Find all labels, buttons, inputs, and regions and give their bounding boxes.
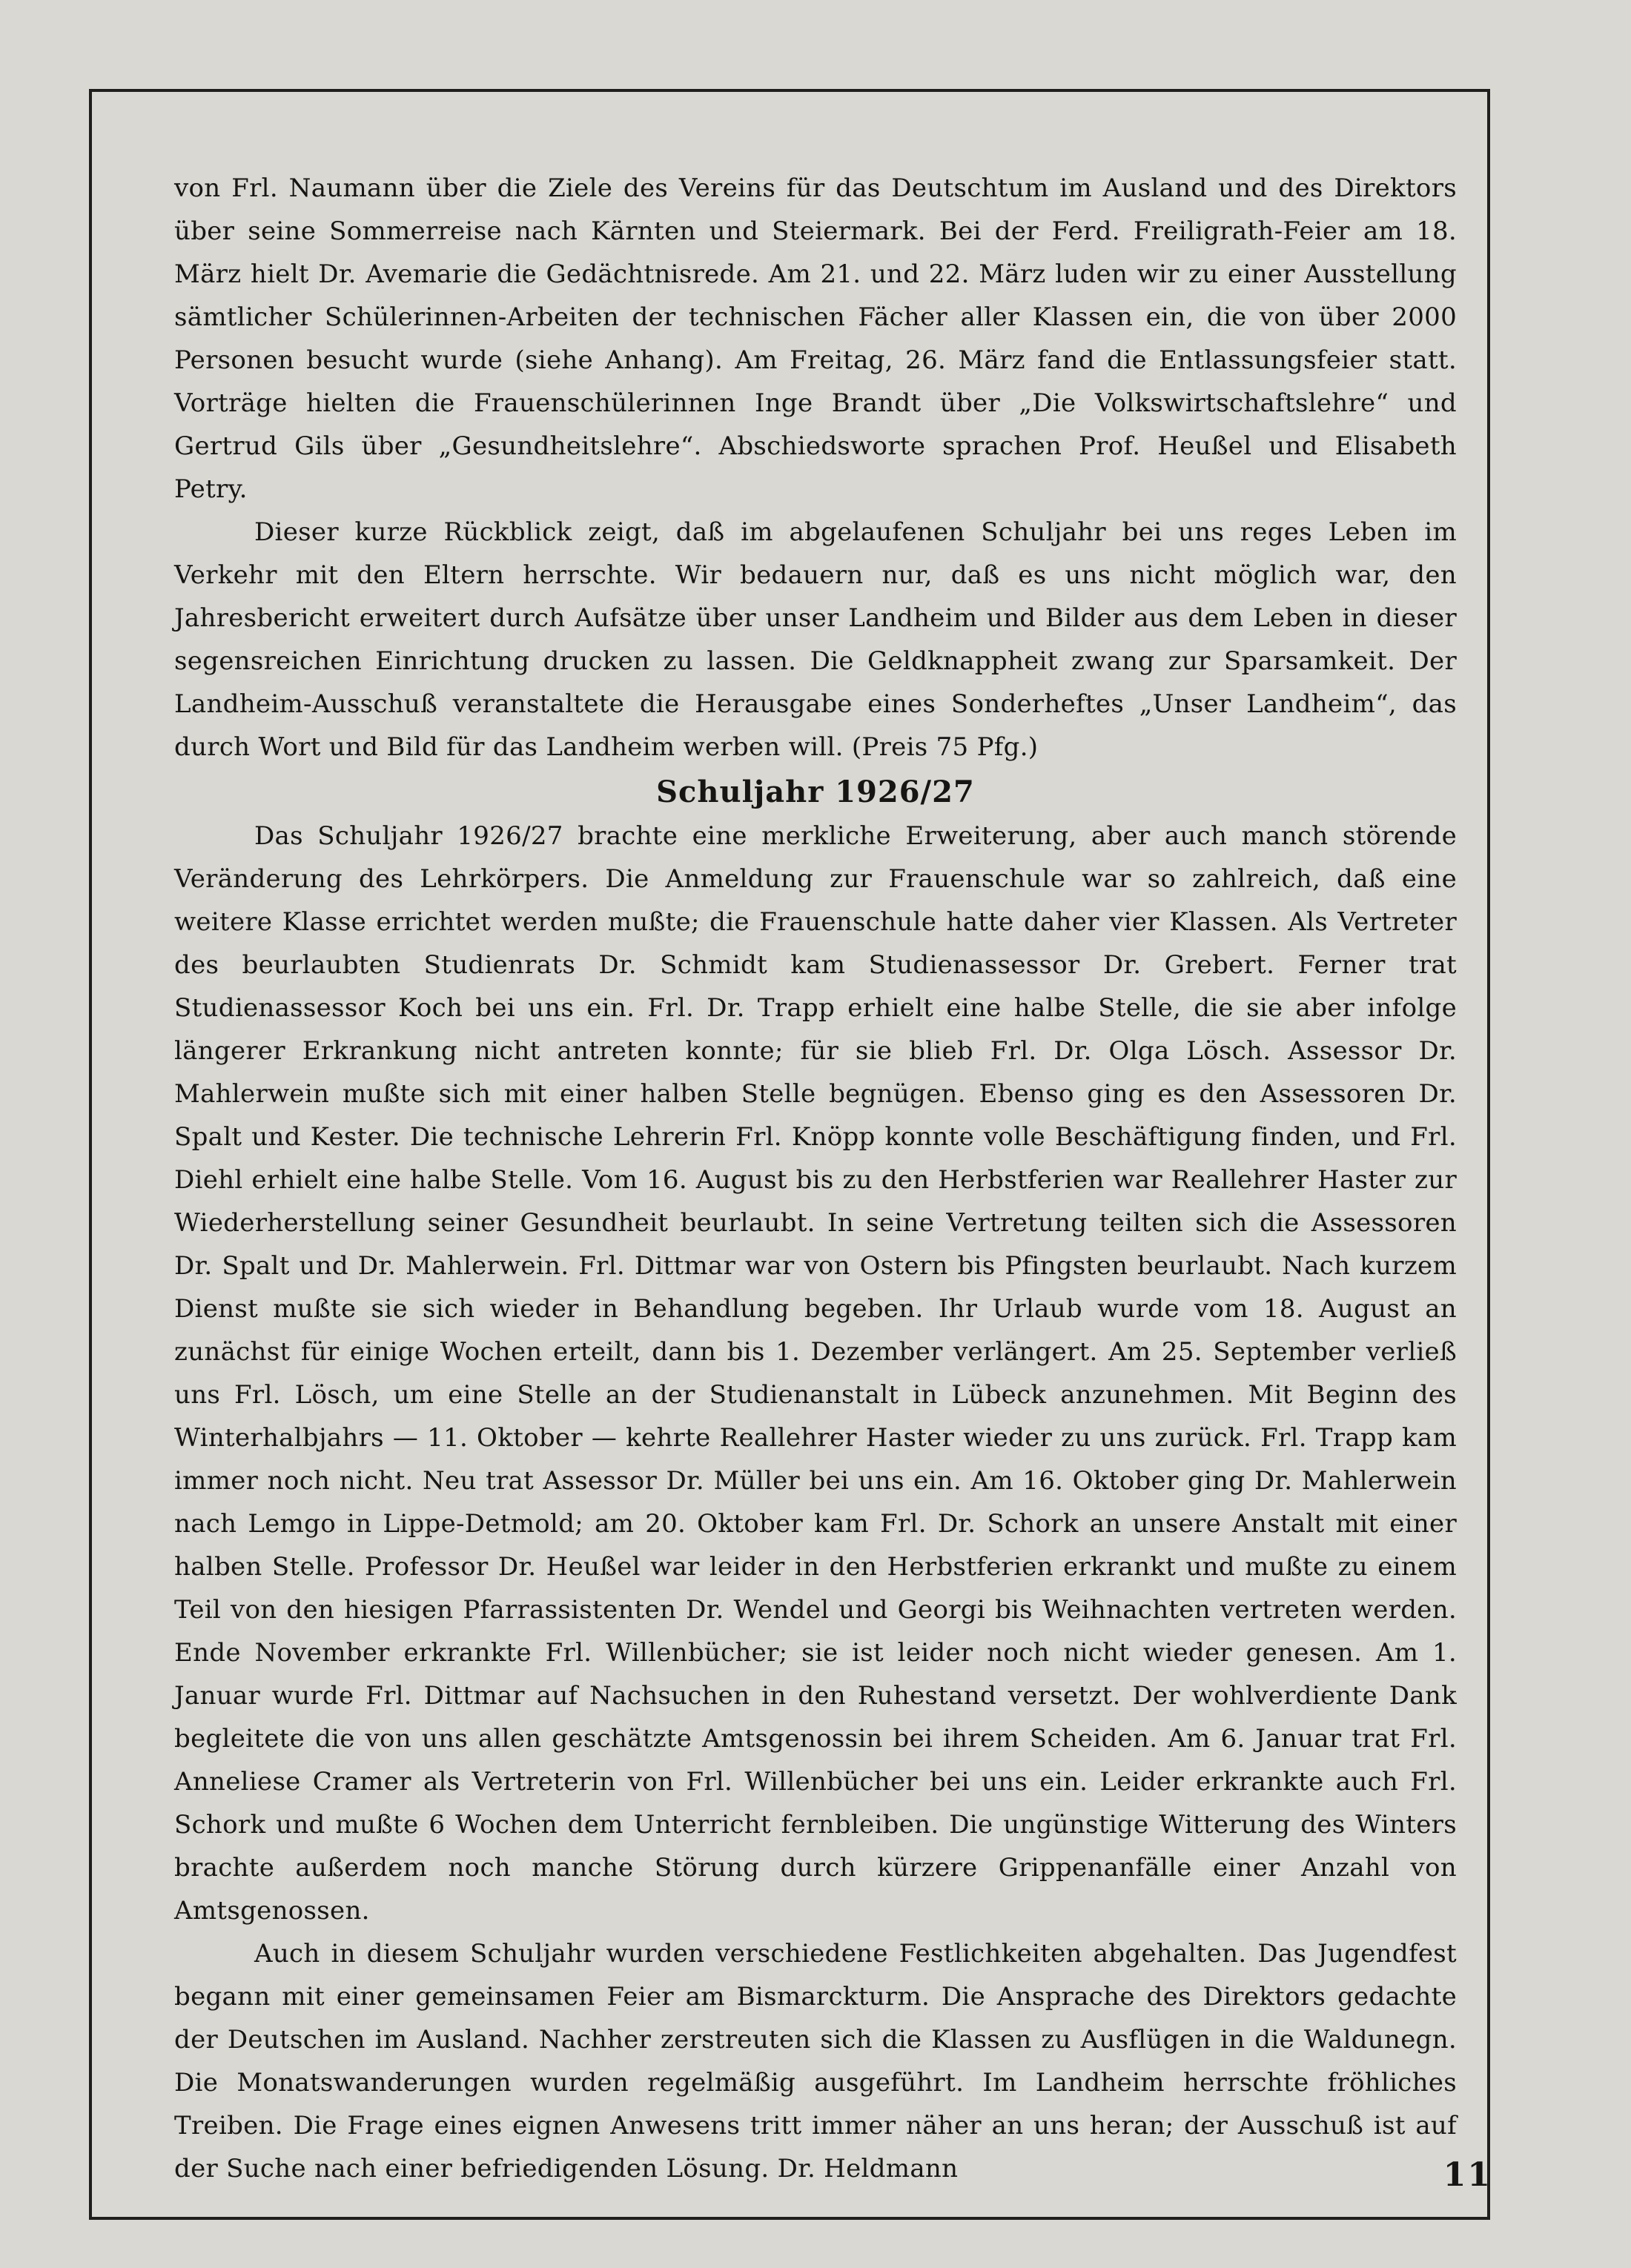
staff-paragraph: Das Schuljahr 1926/27 brachte eine merkliche Erweiterung, aber auch manch störende Veränderung des Lehrkörpers. Die Anmeldung zur Frauenschule war so zahlreich, daß eine weitere Klasse errichtet werden mußte; die Frauenschule hatte daher vier Klassen. Als Vertreter des beurlaubten Studienrats Dr. Schmidt kam Studienassessor Dr. Grebert. Ferner trat Studienassessor Koch bei uns ein. Frl. Dr. Trapp erhielt eine halbe Stelle, die sie aber infolge längerer Erkrankung nicht antreten konnte; für sie blieb Frl. Dr. Olga Lösch. Assessor Dr. Mahlerwein mußte sich mit einer halben Stelle begnügen. Ebenso ging es den Assessoren Dr. Spalt und Kester. Die technische Lehrerin Frl. Knöpp konnte volle Beschäftigung finden, und Frl. Diehl erhielt eine halbe Stelle. Vom 16. August bis zu den Herbstferien war Reallehrer Haster zur Wiederherstellung seiner Gesundheit beurlaubt. In seine Vertretung teilten sich die Assessoren Dr. Spalt und Dr. Mahlerwein. Frl. Dittmar war von Ostern bis Pfingsten beurlaubt. Nach kurzem Dienst mußte sie sich wieder in Behandlung begeben. Ihr Urlaub wurde vom 18. August an zunächst für einige Wochen erteilt, dann bis 1. Dezember verlängert. Am 25. September verließ uns Frl. Lösch, um eine Stelle an der Studienanstalt in Lübeck anzunehmen. Mit Beginn des Winterhalbjahrs — 11. Oktober — kehrte Reallehrer Haster wieder zu uns zurück. Frl. Trapp kam immer noch nicht. Neu trat Assessor Dr. Müller bei uns ein. Am 16. Oktober ging Dr. Mahlerwein nach Lemgo in Lippe-Detmold; am 20. Oktober kam Frl. Dr. Schork an unsere Anstalt mit einer halben Stelle. Professor Dr. Heußel war leider in den Herbstferien erkrankt und mußte zu einem Teil von den hiesigen Pfarrassistenten Dr. Wendel und Georgi bis Weihnachten vertreten werden. Ende November erkrankte Frl. Willenbücher; sie ist leider noch nicht wieder genesen. Am 1. Januar wurde Frl. Dittmar auf Nachsuchen in den Ruhestand versetzt. Der wohlverdiente Dank begleitete die von uns allen geschätzte Amtsgenossin bei ihrem Scheiden. Am 6. Januar trat Frl. Anneliese Cramer als Vertreterin von Frl. Willenbücher bei uns ein. Leider erkrankte auch Frl. Schork und mußte 6 Wochen dem Unterricht fernbleiben. Die ungünstige Witterung des Winters brachte außerdem noch manche Störung durch kürzere Grippenanfälle einer Anzahl von Amtsgenossen. [174,821,1457,1926]
section-heading: Schuljahr 1926/27 [656,775,975,809]
events-paragraph: Auch in diesem Schuljahr wurden verschiedene Festlichkeiten abgehalten. Das Jugendfest begann mit einer gemeinsamen Feier am Bismarckturm. Die Ansprache des Direktors gedachte der Deutschen im Ausland. Nachher zerstreuten sich die Klassen zu Ausflügen in die Waldunegn. Die Monatswanderungen wurden regelmäßig ausgeführt. Im Landheim herrschte fröhliches Treiben. Die Frage eines eignen Anwesens tritt immer näher an uns heran; der Ausschuß ist auf der Suche nach einer befriedigenden Lösung. Dr. Heldmann [174,1939,1457,2184]
intro-paragraph: von Frl. Naumann über die Ziele des Vereins für das Deutschtum im Ausland und des Direktors über seine Sommerreise nach Kärnten und Steiermark. Bei der Ferd. Freiligrath-Feier am 18. März hielt Dr. Avemarie die Gedächtnisrede. Am 21. und 22. März luden wir zu einer Ausstellung sämtlicher Schülerinnen-Arbeiten der technischen Fächer aller Klassen ein, die von über 2000 Personen besucht wurde (siehe Anhang). Am Freitag, 26. März fand die Entlassungsfeier statt. Vorträge hielten die Frauenschülerinnen Inge Brandt über „Die Volkswirtschaftslehre“ und Gertrud Gils über „Gesundheitslehre“. Abschiedsworte sprachen Prof. Heußel und Elisabeth Petry. [174,173,1457,504]
review-paragraph: Dieser kurze Rückblick zeigt, daß im abgelaufenen Schuljahr bei uns reges Leben im Verkehr mit den Eltern herrschte. Wir bedauern nur, daß es uns nicht möglich war, den Jahresbericht erweitert durch Aufsätze über unser Landheim und Bilder aus dem Leben in dieser segensreichen Einrichtung drucken zu lassen. Die Geldknappheit zwang zur Sparsamkeit. Der Landheim-Ausschuß veranstaltete die Herausgabe eines Sonderheftes „Unser Landheim“, das durch Wort und Bild für das Landheim werben will. (Preis 75 Pfg.) [174,517,1457,762]
page-number: 11 [1443,2156,1492,2194]
page-body [174,167,1457,2184]
